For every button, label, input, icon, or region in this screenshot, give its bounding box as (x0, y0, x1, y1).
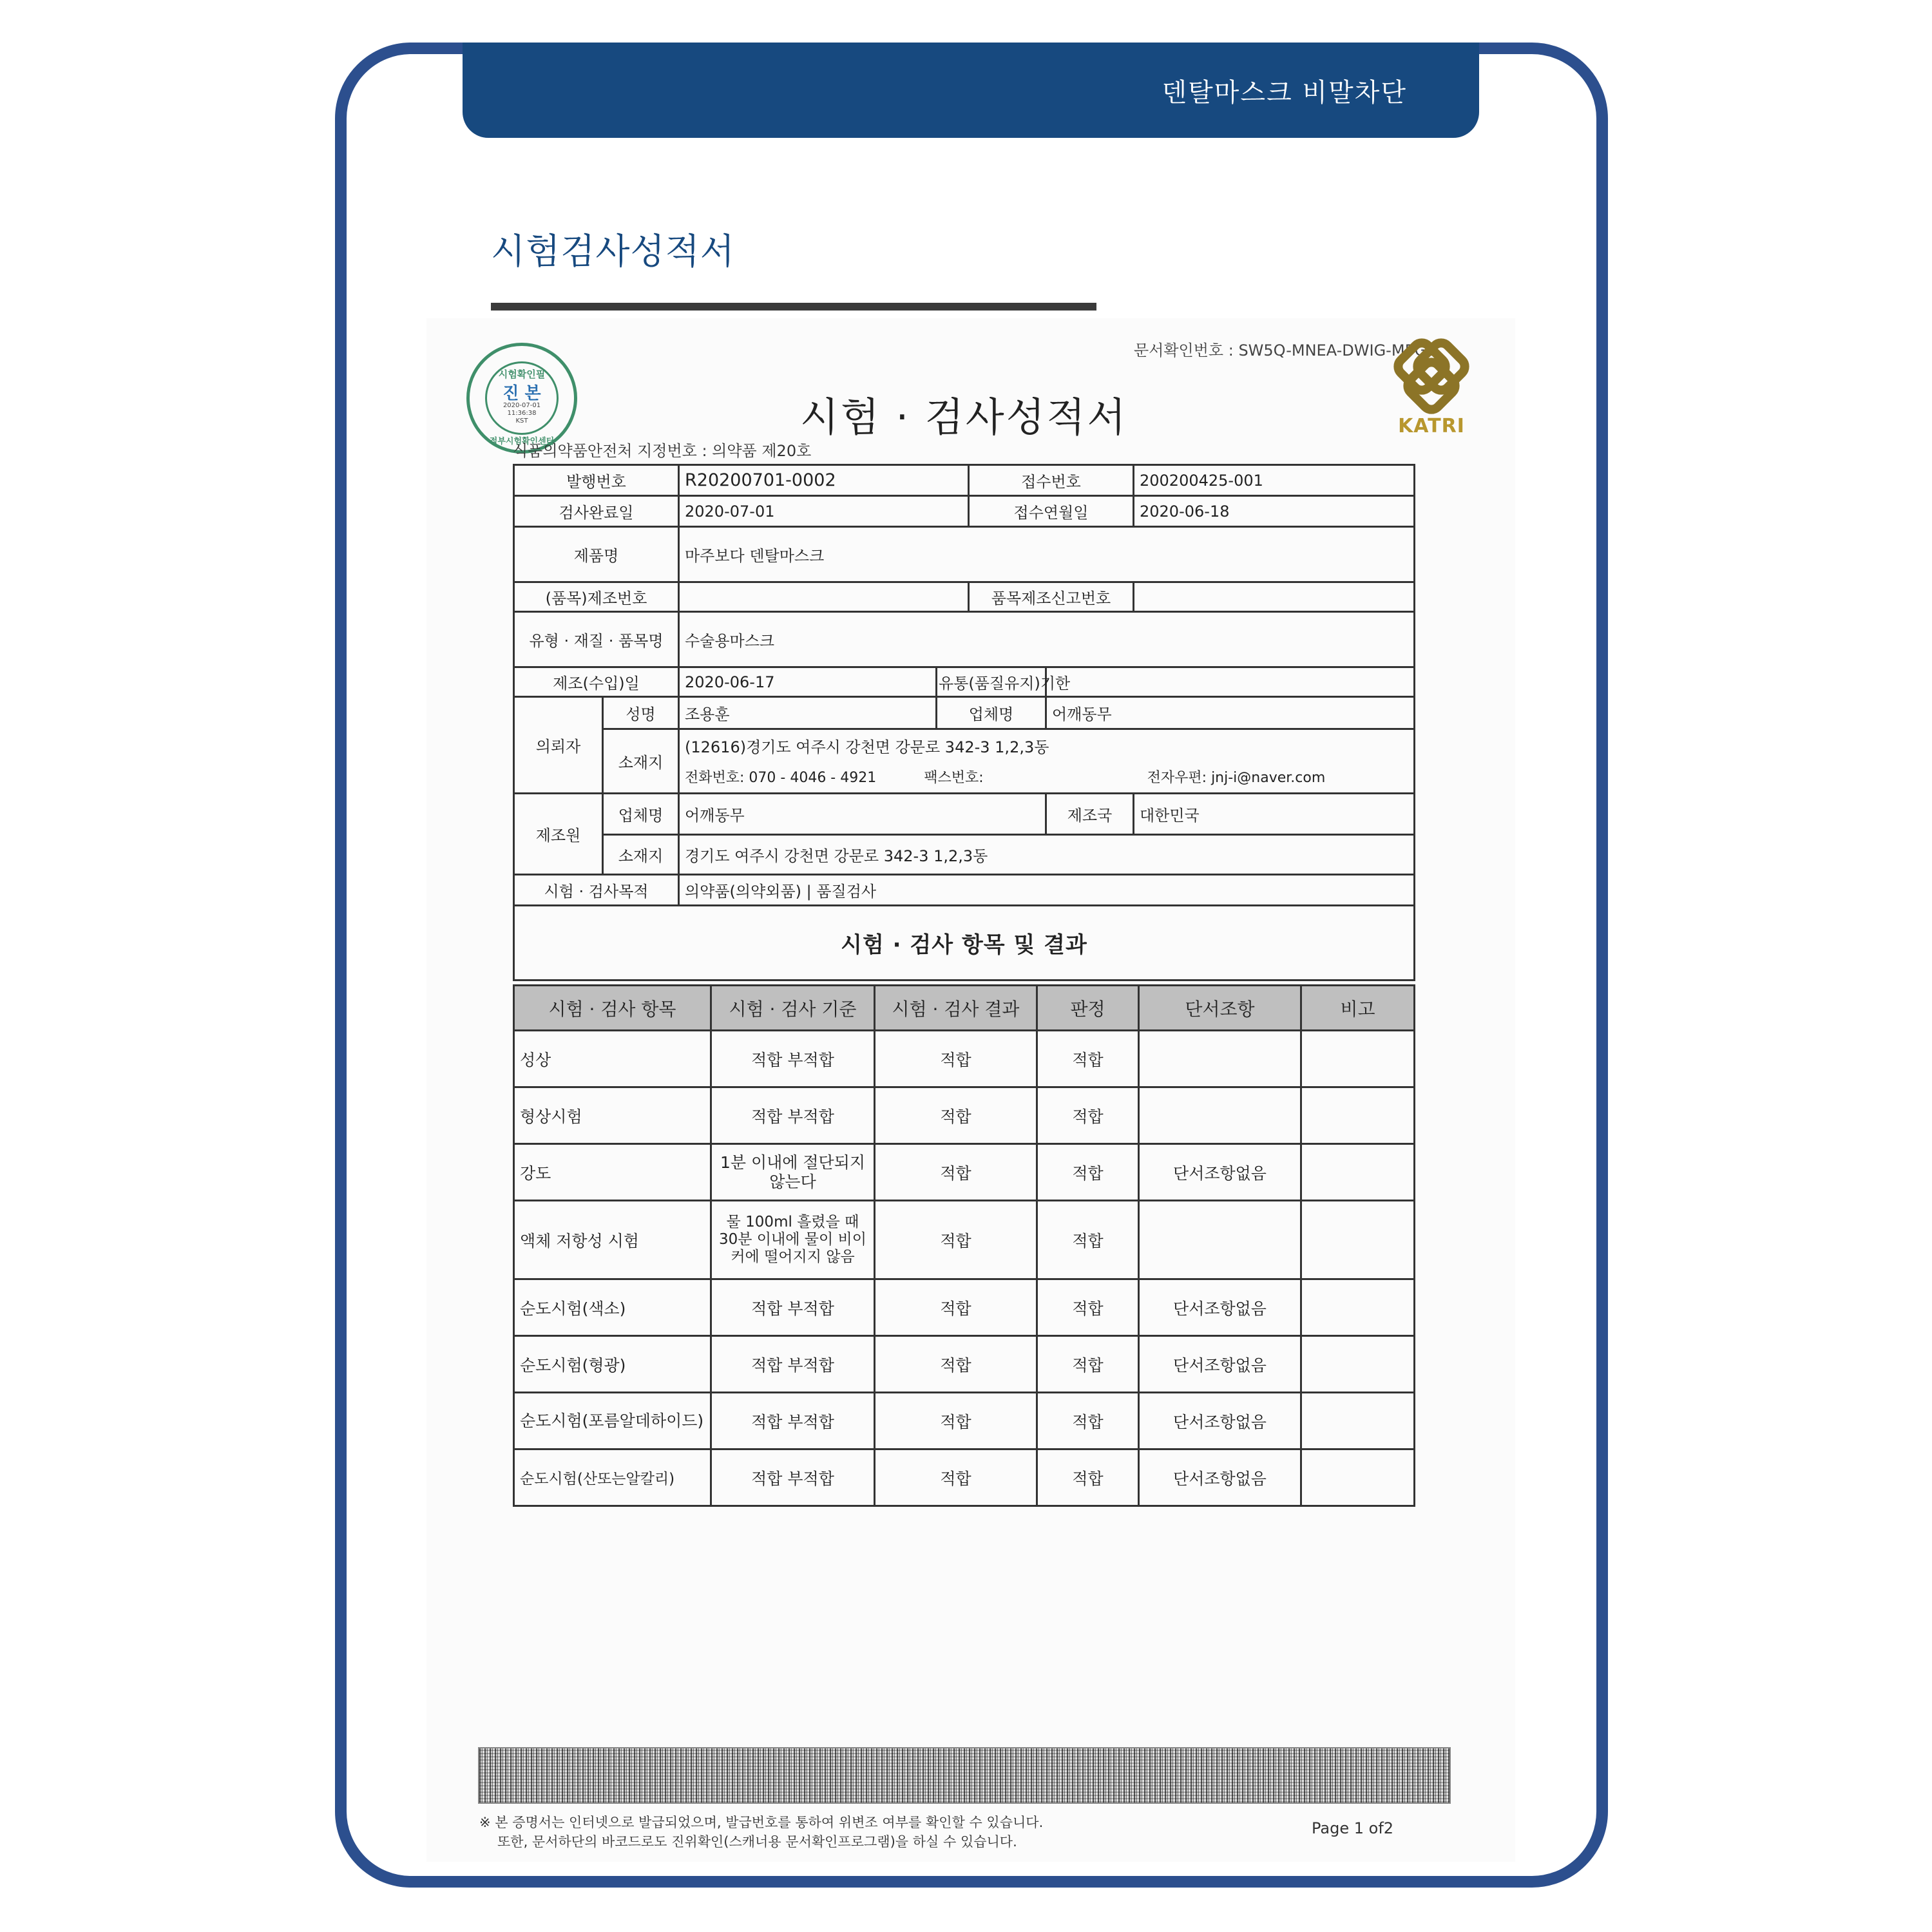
report-no-label: 품목제조신고번호 (969, 582, 1134, 612)
document-barcode (478, 1747, 1451, 1804)
client-address: (12616)경기도 여주시 강천면 강문로 342-3 1,2,3동 (679, 729, 1415, 761)
client-fax: 팩스번호: (924, 770, 984, 787)
type-label: 유형 · 재질 · 품목명 (514, 612, 679, 667)
client-company: 어깨동무 (1046, 697, 1415, 729)
maker-address-label: 소재지 (603, 835, 679, 875)
verification-seal (466, 343, 577, 454)
purpose: 의약품(의약외품) | 품질검사 (679, 875, 1415, 906)
header-tab (463, 43, 1479, 138)
results-header-result: 시험 · 검사 결과 (875, 986, 1037, 1031)
results-header-proviso: 단서조항 (1139, 986, 1301, 1031)
inspection-date: 2020-07-01 (679, 496, 969, 527)
receipt-date-label: 접수연월일 (969, 496, 1134, 527)
receipt-date: 2020-06-18 (1134, 496, 1415, 527)
section-title: 시험검사성적서 (491, 231, 735, 272)
results-header-item: 시험 · 검사 항목 (514, 986, 711, 1031)
seal-top-text: 시험확인필 (498, 368, 546, 380)
table-row: 액체 저항성 시험 물 100ml 흘렸을 때 30분 이내에 물이 비이커에 떨어지지 않음 적합 적합 (514, 1201, 1415, 1279)
purpose-label: 시험 · 검사목적 (514, 875, 679, 906)
results-header-standard: 시험 · 검사 기준 (711, 986, 875, 1031)
client-address-label: 소재지 (603, 729, 679, 794)
client-name: 조용훈 (679, 697, 937, 729)
client-company-label: 업체명 (937, 697, 1046, 729)
header-title: 덴탈마스크 비말차단 (1162, 78, 1407, 108)
document-title: 시험 · 검사성적서 (800, 394, 1128, 441)
seal-main-text: 진 본 (502, 384, 541, 403)
client-label: 의뢰자 (514, 697, 603, 794)
katri-knot-icon (1390, 338, 1473, 415)
issue-no: R20200701-0002 (679, 465, 969, 496)
table-row: 강도 1분 이내에 절단되지 않는다 적합 적합 단서조항없음 (514, 1144, 1415, 1201)
designation-number: 식품의약품안전처 지정번호 : 의약품 제20호 (513, 442, 812, 460)
inspection-date-label: 검사완료일 (514, 496, 679, 527)
results-heading: 시험 · 검사 항목 및 결과 (514, 906, 1415, 980)
table-row: 순도시험(산또는알칼리) 적합 부적합 적합 적합 단서조항없음 (514, 1449, 1415, 1506)
issue-no-label: 발행번호 (514, 465, 679, 496)
product-name: 마주보다 덴탈마스크 (679, 527, 1415, 582)
footnote: ※ 본 증명서는 인터넷으로 발급되었으며, 발급번호를 통하여 위변조 여부를 확인할 수 있습니다. 또한, 문서하단의 바코드로도 진위확인(스캐너용 문서확인프로그램)을 하실 수 있습니다. (479, 1815, 1044, 1850)
table-row: 순도시험(포름알데하이드) 적합 부적합 적합 적합 단서조항없음 (514, 1393, 1415, 1449)
mfg-no (679, 582, 969, 612)
client-phone: 전화번호: 070 - 4046 - 4921 (685, 770, 877, 787)
katri-logo-text: KATRI (1398, 415, 1465, 437)
confirm-number: 문서확인번호 : SW5Q-MNEA-DWIG-M5GC (1134, 341, 1438, 359)
expiry (1046, 667, 1415, 697)
country: 대한민국 (1134, 794, 1415, 835)
report-no (1134, 582, 1415, 612)
receipt-no: 200200425-001 (1134, 465, 1415, 496)
page-number: Page 1 of2 (1312, 1819, 1394, 1837)
client-name-label: 성명 (603, 697, 679, 729)
receipt-no-label: 접수번호 (969, 465, 1134, 496)
maker-company: 어깨동무 (679, 794, 1046, 835)
country-label: 제조국 (1046, 794, 1134, 835)
maker-address: 경기도 여주시 강천면 강문로 342-3 1,2,3동 (679, 835, 1415, 875)
certificate-document (426, 318, 1515, 1862)
table-row: 순도시험(색소) 적합 부적합 적합 적합 단서조항없음 (514, 1279, 1415, 1336)
mfg-date: 2020-06-17 (679, 667, 937, 697)
section-divider (491, 303, 1096, 311)
client-contacts (679, 761, 1415, 794)
mfg-no-label: (품목)제조번호 (514, 582, 679, 612)
maker-label: 제조원 (514, 794, 603, 875)
table-row: 순도시험(형광) 적합 부적합 적합 적합 단서조항없음 (514, 1336, 1415, 1393)
results-header-judgement: 판정 (1037, 986, 1139, 1031)
maker-company-label: 업체명 (603, 794, 679, 835)
katri-logo (1380, 338, 1483, 447)
expiry-label: 유통(품질유지)기한 (937, 667, 1046, 697)
product-name-label: 제품명 (514, 527, 679, 582)
client-email: 전자우편: jnj-i@naver.com (1147, 770, 1326, 787)
table-row: 형상시험 적합 부적합 적합 적합 (514, 1087, 1415, 1144)
seal-bottom-text: 정부시험확인센터 (489, 437, 555, 446)
mfg-date-label: 제조(수입)일 (514, 667, 679, 697)
product-type: 수술용마스크 (679, 612, 1415, 667)
certificate-info-table (513, 464, 1415, 981)
results-header-remarks: 비고 (1301, 986, 1415, 1031)
seal-date: 2020-07-01 11:36:38 KST (502, 402, 541, 425)
results-table (513, 984, 1415, 1507)
table-row: 성상 적합 부적합 적합 적합 (514, 1031, 1415, 1087)
